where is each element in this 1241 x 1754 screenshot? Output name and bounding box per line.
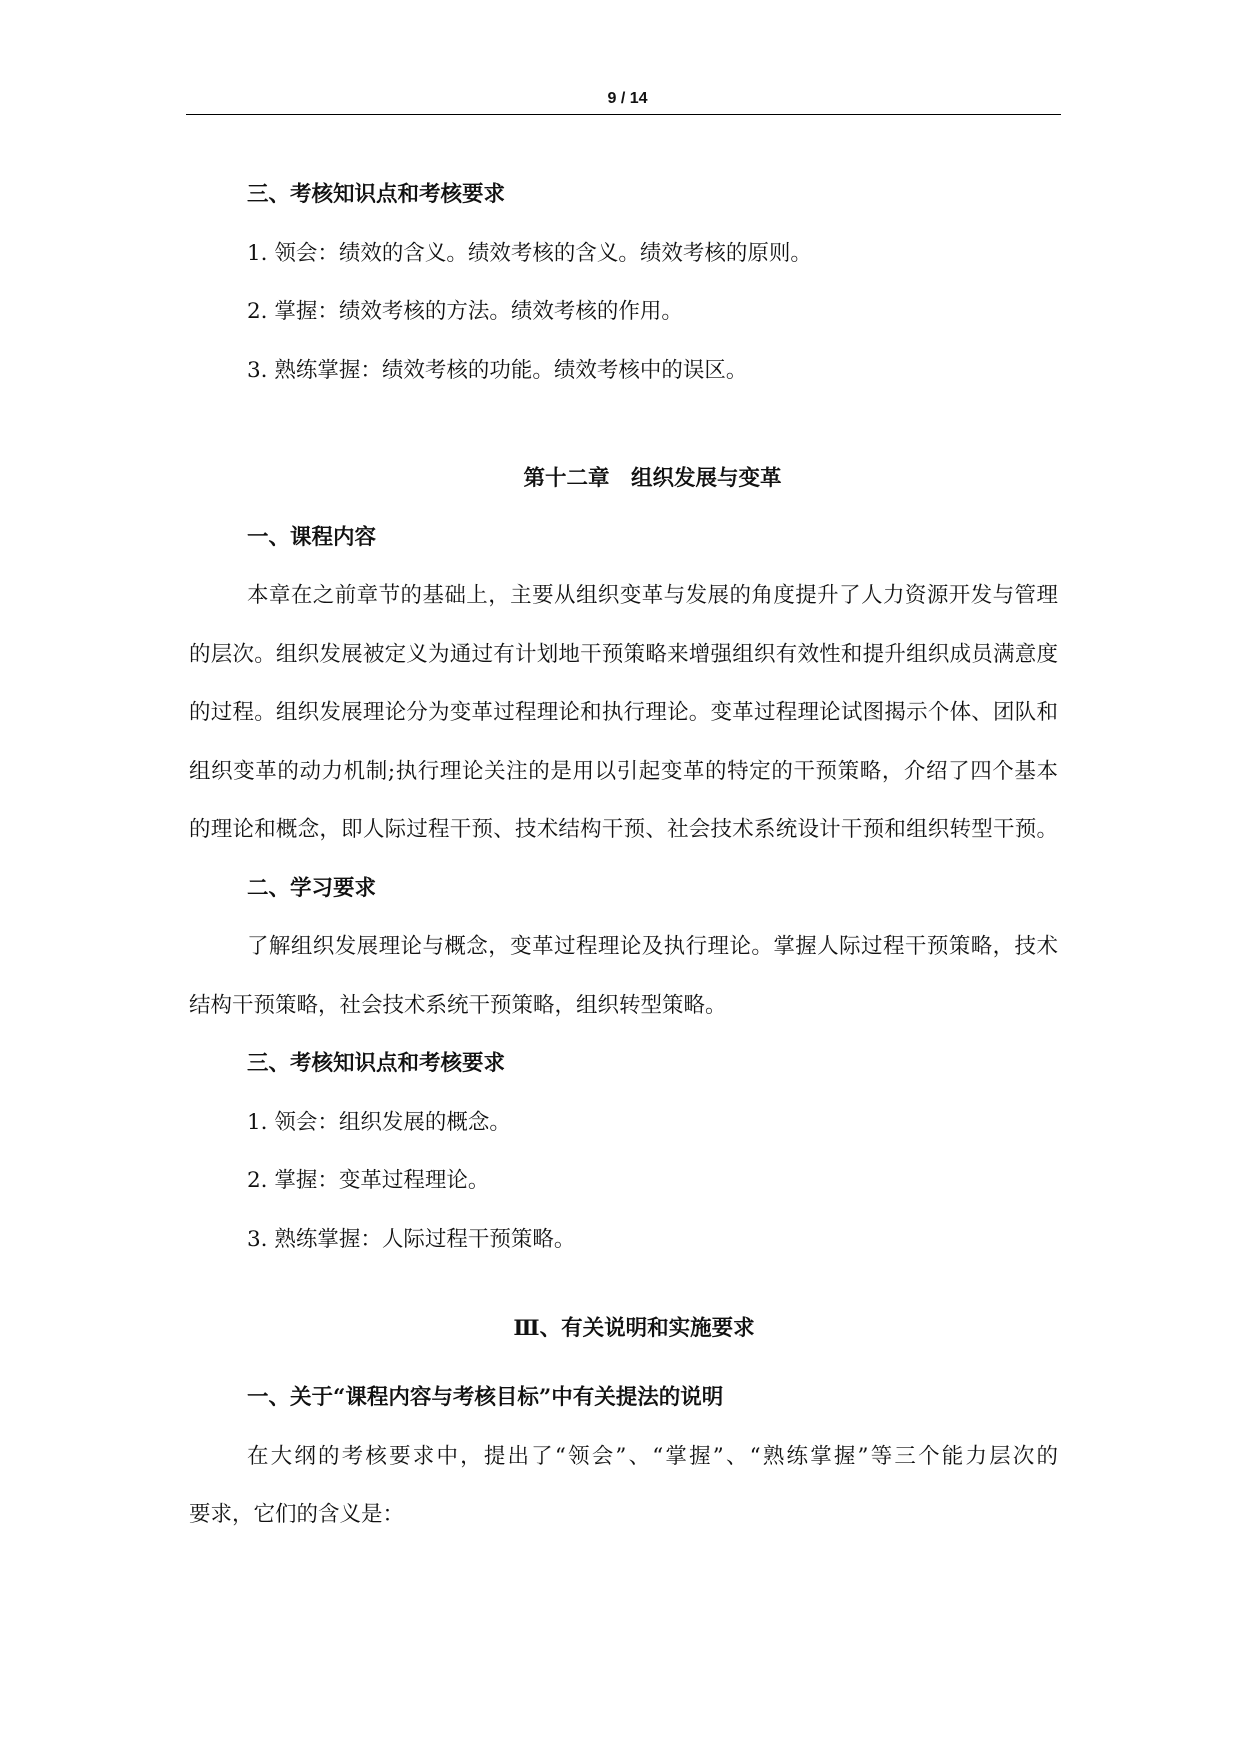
list-item: 3. 熟练掌握：绩效考核的功能。绩效考核中的误区。 [247,357,748,383]
chapter-title: 第十二章 组织发展与变革 [523,466,782,491]
paragraph-line: 结构干预策略，社会技术系统干预策略，组织转型策略。 [189,992,727,1018]
paragraph-line: 的过程。组织发展理论分为变革过程理论和执行理论。变革过程理论试图揭示个体、团队和 [189,700,1058,725]
section-heading-course-content: 一、课程内容 [247,524,377,550]
list-item: 2. 掌握：绩效考核的方法。绩效考核的作用。 [247,299,683,324]
list-item: 1. 领会：组织发展的概念。 [247,1109,511,1135]
part-title: Ⅲ、有关说明和实施要求 [513,1316,755,1341]
section-heading-assessment: 三、考核知识点和考核要求 [247,182,506,207]
page-number: 9 / 14 [607,90,648,107]
list-item: 2. 掌握：变革过程理论。 [247,1168,490,1193]
paragraph-line: 了解组织发展理论与概念，变革过程理论及执行理论。掌握人际过程干预策略，技术 [247,934,1058,959]
section-heading-terminology: 一、关于“课程内容与考核目标”中有关提法的说明 [247,1385,724,1410]
page-content [189,166,1058,1545]
list-item: 1. 领会：绩效的含义。绩效考核的含义。绩效考核的原则。 [247,240,812,266]
paragraph-line: 在大纲的考核要求中，提出了“领会”、“掌握”、“熟练掌握”等三个能力层次的 [247,1443,1058,1469]
section-heading-assessment: 三、考核知识点和考核要求 [247,1051,506,1076]
section-heading-learning-requirements: 二、学习要求 [247,875,377,901]
paragraph-line: 的层次。组织发展被定义为通过有计划地干预策略来增强组织有效性和提升组织成员满意度 [189,641,1058,667]
paragraph-line: 的理论和概念，即人际过程干预、技术结构干预、社会技术系统设计干预和组织转型干预。 [189,817,1058,842]
list-item: 3. 熟练掌握：人际过程干预策略。 [247,1226,576,1252]
paragraph-line: 要求，它们的含义是： [189,1502,405,1527]
paragraph-line: 本章在之前章节的基础上，主要从组织变革与发展的角度提升了人力资源开发与管理 [247,583,1058,608]
paragraph-line: 组织变革的动力机制;执行理论关注的是用以引起变革的特定的干预策略，介绍了四个基本 [189,758,1058,784]
header-rule [186,114,1061,115]
